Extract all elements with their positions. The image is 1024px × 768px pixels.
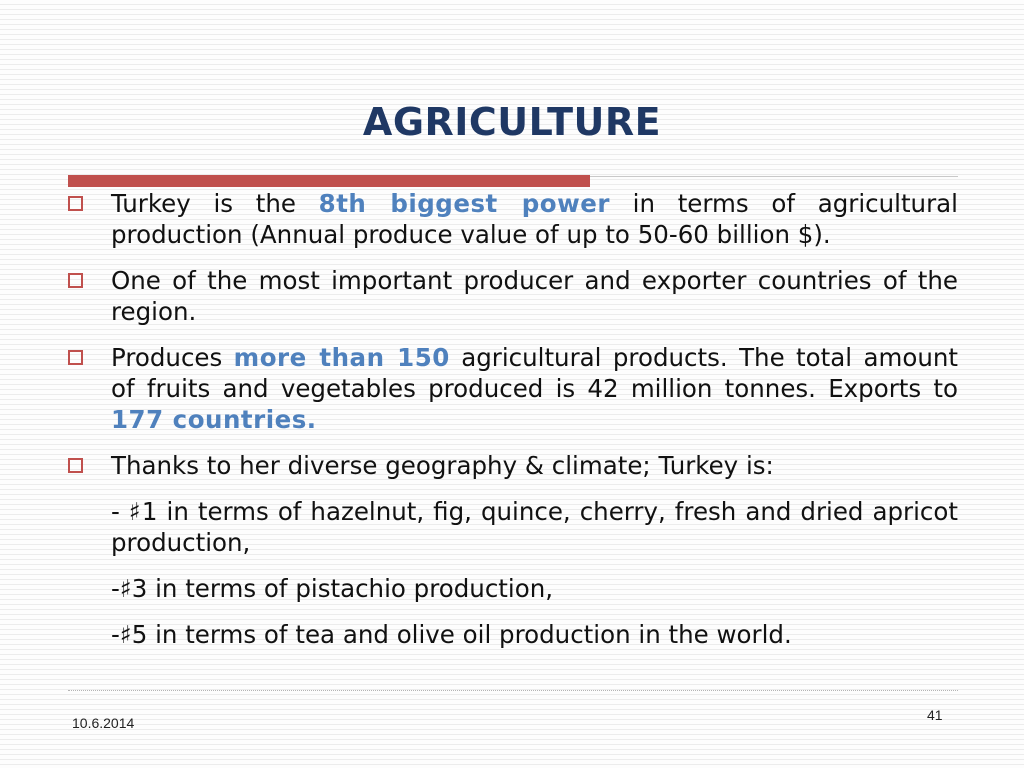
bullet-highlight: 8th biggest power bbox=[318, 189, 610, 218]
page-number: 41 bbox=[927, 707, 943, 723]
bullet-text bbox=[111, 342, 958, 435]
sub-item: - ♯1 in terms of hazelnut, fig, quince, cherry, fresh and dried apricot production, bbox=[111, 497, 958, 557]
bullet-text bbox=[111, 188, 958, 250]
bullet-text-segment: Produces bbox=[111, 343, 234, 372]
bullet-item bbox=[68, 265, 958, 327]
bullet-item bbox=[68, 188, 958, 250]
bullet-item bbox=[68, 342, 958, 435]
footer-divider bbox=[68, 690, 958, 691]
slide-content bbox=[68, 188, 958, 665]
bullet-text-segment: agricultural products. The total amount of fruits and vegetables produced is 42 million tonnes. Exports to bbox=[111, 343, 959, 403]
footer-date: 10.6.2014 bbox=[72, 715, 135, 731]
bullet-item bbox=[68, 450, 958, 481]
sub-item: -♯5 in terms of tea and olive oil production in the world. bbox=[111, 620, 792, 649]
bullet-text: One of the most important producer and exporter countries of the region. bbox=[111, 266, 958, 326]
square-bullet-icon bbox=[68, 196, 83, 211]
square-bullet-icon bbox=[68, 350, 83, 365]
title-divider-line bbox=[590, 176, 958, 177]
square-bullet-icon bbox=[68, 273, 83, 288]
bullet-text-segment: in terms of agricultural production (Annual produce value of up to 50-60 billion $). bbox=[111, 189, 958, 249]
bullet-text: Thanks to her diverse geography & climate; Turkey is: bbox=[111, 451, 774, 480]
title-accent-bar bbox=[68, 175, 590, 187]
bullet-text-segment: Turkey is the bbox=[111, 189, 319, 218]
square-bullet-icon bbox=[68, 458, 83, 473]
bullet-highlight: 177 countries. bbox=[111, 405, 317, 434]
bullet-highlight: more than 150 bbox=[233, 343, 450, 372]
sub-item: -♯3 in terms of pistachio production, bbox=[111, 574, 554, 603]
slide-title: AGRICULTURE bbox=[362, 100, 662, 144]
